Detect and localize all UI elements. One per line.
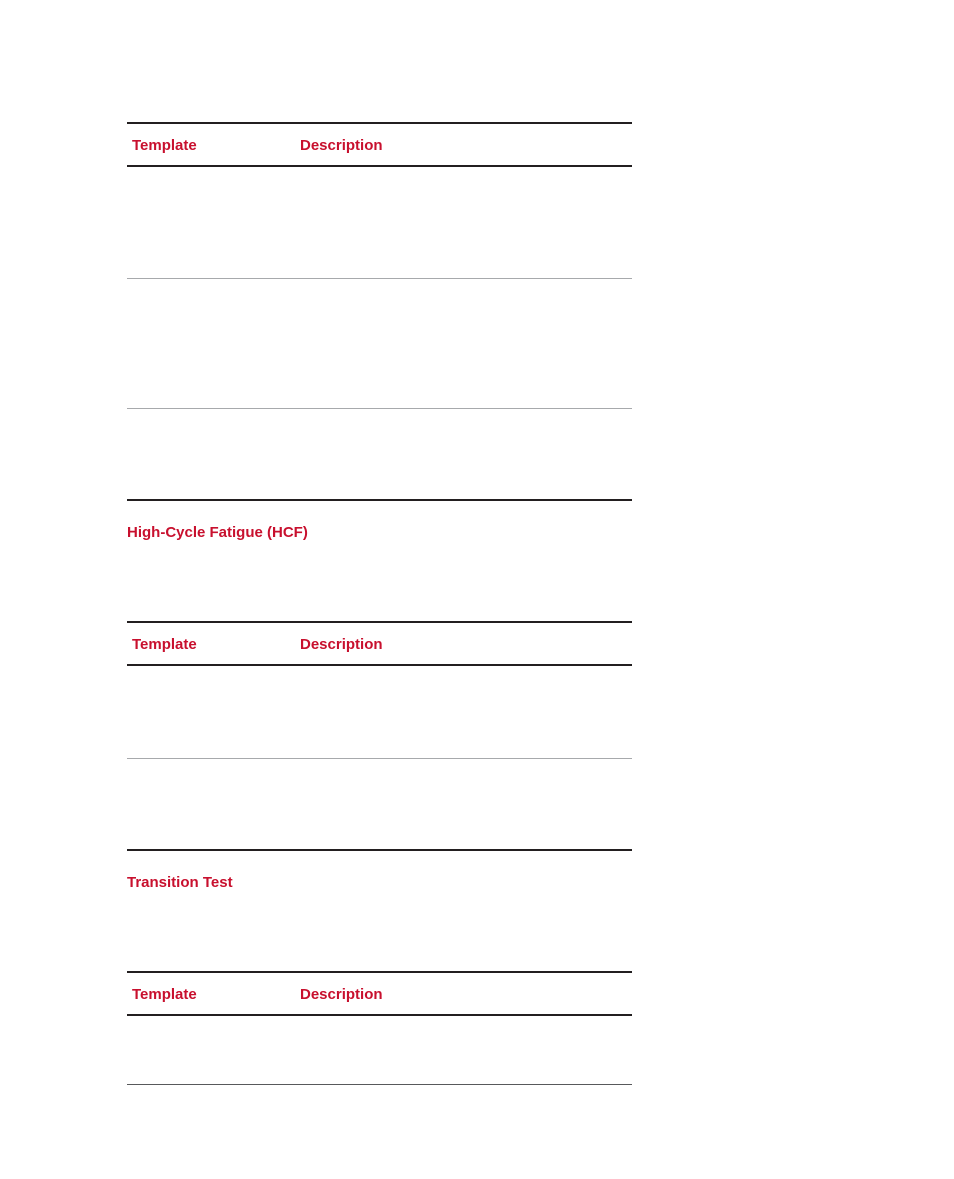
column-header-template: Template xyxy=(132,986,197,1003)
section-heading-transition-test: Transition Test xyxy=(127,874,233,891)
column-header-description: Description xyxy=(300,636,383,653)
row-divider xyxy=(127,758,632,759)
table-header-rule xyxy=(127,1014,632,1016)
table-bottom-rule xyxy=(127,499,632,501)
column-header-template: Template xyxy=(132,636,197,653)
table-bottom-rule xyxy=(127,849,632,851)
section-heading-hcf: High-Cycle Fatigue (HCF) xyxy=(127,524,308,541)
column-header-description: Description xyxy=(300,137,383,154)
row-divider xyxy=(127,278,632,279)
table-top-rule xyxy=(127,122,632,124)
table-header-rule xyxy=(127,165,632,167)
column-header-template: Template xyxy=(132,137,197,154)
table-top-rule xyxy=(127,621,632,623)
column-header-description: Description xyxy=(300,986,383,1003)
row-divider xyxy=(127,408,632,409)
table-top-rule xyxy=(127,971,632,973)
table-bottom-rule xyxy=(127,1084,632,1085)
table-header-rule xyxy=(127,664,632,666)
